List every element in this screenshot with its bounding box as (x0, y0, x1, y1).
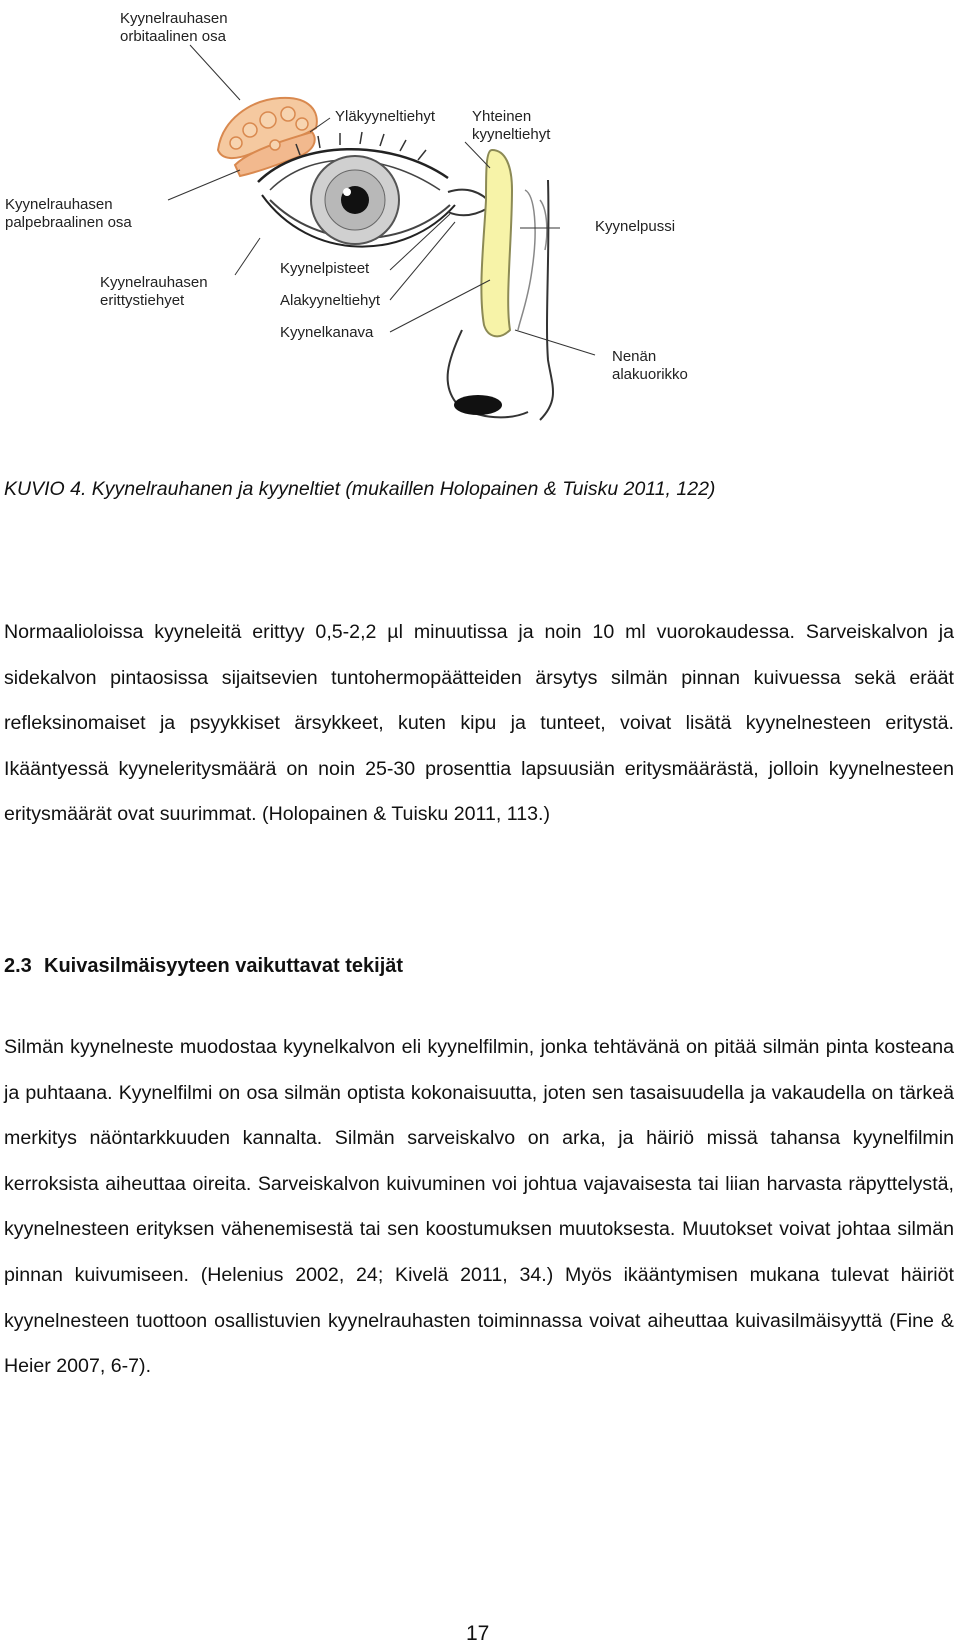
label-palpebral-gland: Kyynelrauhasen palpebraalinen osa (5, 196, 132, 231)
body-paragraph-1: Normaalioloissa kyyneleitä erittyy 0,5-2,2 µl minuutissa ja noin 10 ml vuorokaudessa. Sarveiskalvon ja sidekalvon pintaosissa sijaitsevien tuntohermopäätteiden ärsytys silmän pinnan kuivuessa sekä eräät refleksinomaiset ja psyykkiset ärsykkeet, kuten kipu ja tunteet, voivat lisätä kyynelnesteen eritystä. Ikääntyessä kyyneleritysmäärä on noin 25-30 prosenttia lapsuusiän eritysmäärästä, jolloin kyynelnesteen eritysmäärät ovat suurimmat. (Holopainen & Tuisku 2011, 113.) (4, 621, 954, 826)
figure-caption: KUVIO 4. Kyynelrauhanen ja kyyneltiet (mukaillen Holopainen & Tuisku 2011, 122) (4, 478, 716, 500)
label-nasolacrimal-canal: Kyynelkanava (280, 324, 374, 341)
section-title: Kuivasilmäisyyteen vaikuttavat tekijät (44, 955, 404, 977)
lacrimal-gland-illustration (218, 98, 317, 176)
body-paragraph-2: Silmän kyynelneste muodostaa kyynelkalvon eli kyynelfilmin, jonka tehtävänä on pitää silmän pinta kosteana ja puhtaana. Kyynelfilmi on osa silmän optista kokonaisuutta, joten sen tasaisuudella ja vakaudella on tärkeä merkitys näöntarkkuuden kannalta. Silmän sarveiskalvo on arka, ja häiriö missä tahansa kyynelfilmin kerroksista aiheuttaa oireita. Sarveiskalvon kuivuminen voi johtua vajavaisesta tai liian harvasta räpyttelystä, kyynelnesteen erityksen vähenemisestä tai sen koostumuksen muutoksesta. Muutokset voivat johtaa silmän pinnan kuivumiseen. (Helenius 2002, 24; Kivelä 2011, 34.) Myös ikääntymisen mukana tulevat häiriöt kyynelnesteen tuottoon osallistuvien kyynelrauhasten toiminnassa voivat aiheuttaa kuivasilmäisyyttä (Fine & Heier 2007, 6-7). (4, 1036, 954, 1378)
label-lower-duct: Alakyyneltiehyt (280, 292, 381, 309)
section-heading (4, 955, 403, 978)
label-upper-duct: Yläkyyneltiehyt (335, 108, 436, 125)
label-orbital-gland: Kyynelrauhasen orbitaalinen osa (120, 10, 228, 45)
label-puncta: Kyynelpisteet (280, 260, 370, 277)
label-gland-ducts: Kyynelrauhasen erittystiehyet (100, 274, 208, 309)
lacrimal-sac-illustration (481, 150, 546, 336)
label-lacrimal-sac: Kyynelpussi (595, 218, 676, 235)
lacrimal-system-figure (0, 0, 688, 460)
label-inferior-turbinate: Nenän alakuorikko (612, 348, 688, 383)
page-number: 17 (466, 1622, 490, 1645)
section-number: 2.3 (4, 955, 32, 977)
label-common-duct: Yhteinen kyyneltiehyt (472, 108, 551, 143)
